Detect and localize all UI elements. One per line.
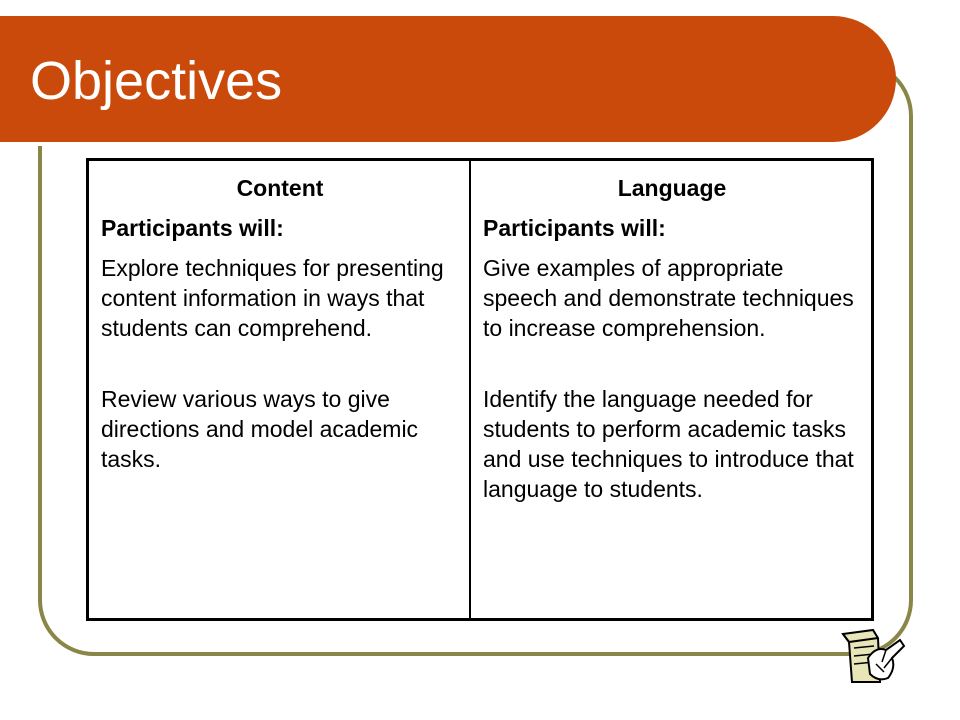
language-column-subheader: Participants will: [483,215,666,241]
content-column-subheader: Participants will: [101,215,284,241]
language-objective-1: Give examples of appropriate speech and demonstrate techniques to increase comprehension. [483,255,854,341]
page-title: Objectives [30,51,283,111]
content-column [89,161,471,618]
title-divider [0,142,847,146]
title-bar [0,16,896,142]
content-objective-2: Review various ways to give directions and model academic tasks. [101,386,419,472]
content-column-header: Content [236,175,324,201]
language-objective-2: Identify the language needed for students to perform academic tasks and use techniques to introduce that language to students. [483,386,854,502]
content-objective-1: Explore techniques for presenting content information in ways that students can comprehend. [101,255,444,341]
language-column-header: Language [617,175,727,201]
writing-hand-icon [840,628,906,684]
language-column [471,161,871,618]
objectives-table [86,158,874,621]
